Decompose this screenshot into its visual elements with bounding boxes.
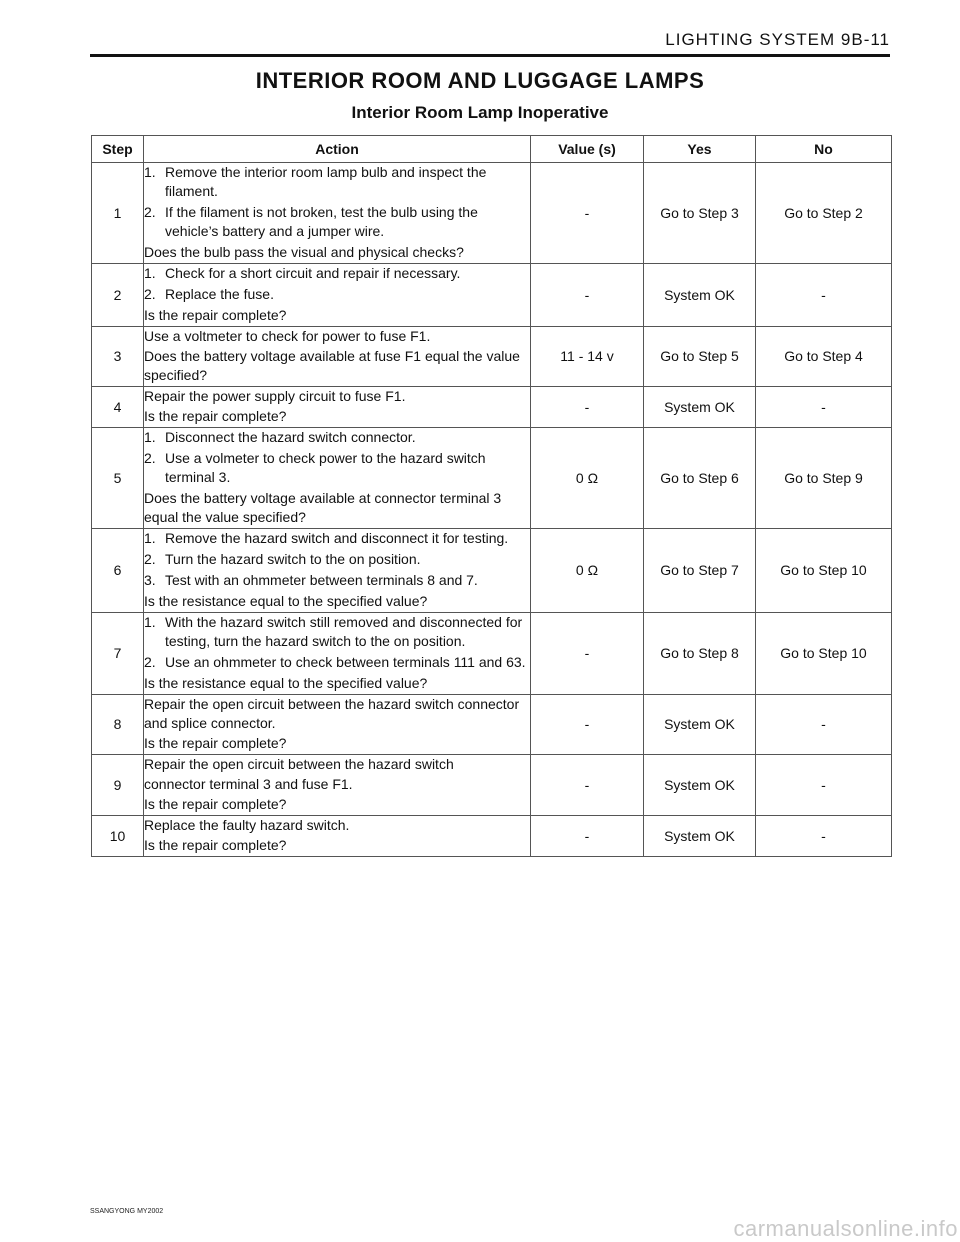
table-row (92, 613, 892, 695)
action-step-number: 2. (144, 450, 156, 466)
page-title: INTERIOR ROOM AND LUGGAGE LAMPS (255, 68, 705, 93)
action-step-text: With the hazard switch still removed and disconnected for testing, turn the hazard switch to the on position. (165, 614, 523, 649)
value-cell: - (531, 695, 644, 755)
action-cell (144, 163, 531, 264)
column-header-yes: Yes (644, 136, 756, 163)
diagnostic-table (91, 135, 892, 857)
action-note: Is the repair complete? (144, 796, 287, 812)
action-step-number: 1. (144, 614, 156, 630)
step-number: 7 (92, 613, 144, 695)
action-note: Is the resistance equal to the specified value? (144, 675, 428, 691)
yes-cell: Go to Step 6 (644, 428, 756, 529)
column-header-value: Value (s) (531, 136, 644, 163)
no-cell: - (756, 816, 892, 857)
action-note: connector terminal 3 and fuse F1. (144, 776, 353, 792)
action-note: Is the repair complete? (144, 735, 287, 751)
action-cell (144, 428, 531, 529)
table-header-row (92, 136, 892, 163)
action-step (144, 264, 530, 283)
yes-cell: Go to Step 3 (644, 163, 756, 264)
action-step-number: 1. (144, 164, 156, 180)
yes-cell: Go to Step 8 (644, 613, 756, 695)
value-cell: 11 - 14 v (531, 327, 644, 387)
action-note: Replace the faulty hazard switch. (144, 817, 350, 833)
page-header: LIGHTING SYSTEM 9B-11 (665, 30, 890, 49)
action-step-text: Test with an ohmmeter between terminals 8 and 7. (165, 572, 478, 588)
action-step-text: If the filament is not broken, test the bulb using the vehicle’s battery and a jumper wire. (165, 204, 478, 239)
column-header-step: Step (92, 136, 144, 163)
table-row (92, 163, 892, 264)
step-number: 10 (92, 816, 144, 857)
step-number: 8 (92, 695, 144, 755)
action-step (144, 428, 530, 447)
action-cell (144, 695, 531, 755)
action-note: Repair the open circuit between the hazard switch (144, 756, 454, 772)
table-row (92, 529, 892, 613)
no-cell: Go to Step 10 (756, 613, 892, 695)
footer-text: SSANGYONG MY2002 (90, 1208, 164, 1215)
action-cell (144, 387, 531, 428)
action-step-number: 2. (144, 286, 156, 302)
step-number: 9 (92, 755, 144, 816)
yes-cell: System OK (644, 816, 756, 857)
watermark: carmanualsonline.info (733, 1216, 958, 1241)
action-step (144, 449, 530, 487)
action-cell (144, 327, 531, 387)
action-note: Does the battery voltage available at fuse F1 equal the value specified? (144, 348, 520, 383)
no-cell: - (756, 264, 892, 327)
table-row (92, 816, 892, 857)
column-header-action: Action (144, 136, 531, 163)
column-header-no: No (756, 136, 892, 163)
no-cell: - (756, 755, 892, 816)
action-step-text: Remove the hazard switch and disconnect it for testing. (165, 530, 509, 546)
table-row (92, 695, 892, 755)
yes-cell: Go to Step 7 (644, 529, 756, 613)
table-row (92, 327, 892, 387)
step-number: 2 (92, 264, 144, 327)
table-row (92, 755, 892, 816)
action-step (144, 285, 530, 304)
page-subtitle: Interior Room Lamp Inoperative (351, 103, 609, 122)
no-cell: Go to Step 10 (756, 529, 892, 613)
action-note: Repair the open circuit between the hazard switch connector and splice connector. (144, 696, 520, 731)
action-step (144, 571, 530, 590)
value-cell: 0 Ω (531, 428, 644, 529)
value-cell: - (531, 816, 644, 857)
action-step-number: 2. (144, 551, 156, 567)
action-note: Is the resistance equal to the specified value? (144, 593, 428, 609)
no-cell: - (756, 695, 892, 755)
action-step-text: Check for a short circuit and repair if necessary. (165, 265, 461, 281)
no-cell: Go to Step 4 (756, 327, 892, 387)
step-number: 5 (92, 428, 144, 529)
no-cell: - (756, 387, 892, 428)
value-cell: - (531, 755, 644, 816)
action-note: Does the battery voltage available at connector terminal 3 equal the value specified? (144, 490, 502, 525)
action-note: Use a voltmeter to check for power to fuse F1. (144, 328, 431, 344)
action-step-text: Disconnect the hazard switch connector. (165, 429, 416, 445)
value-cell: - (531, 163, 644, 264)
no-cell: Go to Step 9 (756, 428, 892, 529)
action-cell (144, 613, 531, 695)
step-number: 6 (92, 529, 144, 613)
action-step-number: 2. (144, 654, 156, 670)
table-row (92, 428, 892, 529)
step-number: 1 (92, 163, 144, 264)
yes-cell: System OK (644, 755, 756, 816)
value-cell: 0 Ω (531, 529, 644, 613)
action-note: Is the repair complete? (144, 307, 287, 323)
value-cell: - (531, 387, 644, 428)
value-cell: - (531, 264, 644, 327)
action-step (144, 550, 530, 569)
action-step-text: Replace the fuse. (165, 286, 274, 302)
action-note: Does the bulb pass the visual and physical checks? (144, 244, 464, 260)
yes-cell: System OK (644, 264, 756, 327)
action-step (144, 653, 530, 672)
yes-cell: System OK (644, 387, 756, 428)
table-row (92, 387, 892, 428)
action-note: Is the repair complete? (144, 408, 287, 424)
action-step-text: Turn the hazard switch to the on position. (165, 551, 421, 567)
action-cell (144, 816, 531, 857)
action-step-text: Remove the interior room lamp bulb and inspect the filament. (165, 164, 487, 199)
yes-cell: Go to Step 5 (644, 327, 756, 387)
action-note: Is the repair complete? (144, 837, 287, 853)
action-note: Repair the power supply circuit to fuse F1. (144, 388, 406, 404)
action-step (144, 613, 530, 651)
action-cell (144, 529, 531, 613)
action-cell (144, 755, 531, 816)
action-step (144, 529, 530, 548)
value-cell: - (531, 613, 644, 695)
step-number: 4 (92, 387, 144, 428)
action-step-number: 2. (144, 204, 156, 220)
table-body (92, 163, 892, 857)
action-step-text: Use an ohmmeter to check between terminals 111 and 63. (165, 654, 526, 670)
action-step (144, 163, 530, 201)
table-row (92, 264, 892, 327)
action-step-number: 3. (144, 572, 156, 588)
action-step-text: Use a volmeter to check power to the hazard switch terminal 3. (165, 450, 486, 485)
yes-cell: System OK (644, 695, 756, 755)
action-step-number: 1. (144, 265, 156, 281)
action-step-number: 1. (144, 429, 156, 445)
header-rule (90, 54, 890, 57)
no-cell: Go to Step 2 (756, 163, 892, 264)
step-number: 3 (92, 327, 144, 387)
action-step-number: 1. (144, 530, 156, 546)
action-cell (144, 264, 531, 327)
action-step (144, 203, 530, 241)
